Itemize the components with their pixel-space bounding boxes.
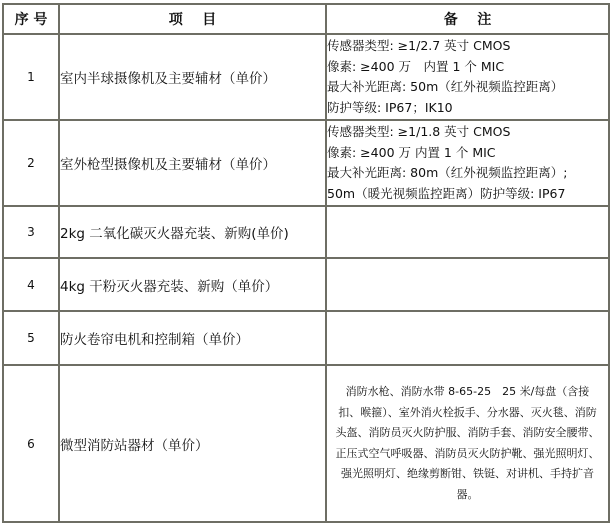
row-note: [326, 120, 609, 206]
row-note: [326, 206, 609, 258]
row-item: 室外枪型摄像机及主要辅材（单价）: [59, 120, 326, 206]
row-note: [326, 258, 609, 311]
note-line: 50m（暖光视频监控距离）防护等级: IP67: [327, 185, 566, 201]
table-row: [3, 258, 609, 311]
row-item: 防火卷帘电机和控制箱（单价）: [59, 311, 326, 365]
header-item: 项 目: [59, 4, 326, 34]
row-index: 5: [3, 311, 59, 365]
table-row: [3, 34, 609, 120]
table-row: [3, 365, 609, 522]
row-index: 3: [3, 206, 59, 258]
row-item: 微型消防站器材（单价）: [59, 365, 326, 522]
table-row: [3, 206, 609, 258]
header-row: [3, 4, 609, 34]
row-index: 4: [3, 258, 59, 311]
equipment-table: [2, 3, 610, 523]
note-line: 像素: ≥400 万 内置 1 个 MIC: [327, 58, 505, 74]
row-item: 4kg 干粉灭火器充装、新购（单价）: [59, 258, 326, 311]
table-row: [3, 120, 609, 206]
header-note: 备 注: [326, 4, 609, 34]
table-row: [3, 311, 609, 365]
note-line: 传感器类型: ≥1/2.7 英寸 CMOS: [327, 38, 511, 53]
note-line: 传感器类型: ≥1/1.8 英寸 CMOS: [327, 124, 511, 139]
note-line: 防护等级: IP67；IK10: [327, 99, 453, 115]
header-index: 序 号: [3, 4, 59, 34]
row-note: 消防水枪、消防水带 8-65-25 25 米/每盘（含接扣、喉箍）、室外消火栓扳手、分水器、灭火毯、消防头盔、消防员灭火防护服、消防手套、消防安全腰带、正压式空气呼吸器、消防员灭火防护靴、强光照明灯、强光照明灯、绝缘剪断钳、铁铤、对讲机、手持扩音器。: [326, 365, 609, 522]
row-index: 1: [3, 34, 59, 120]
note-line: 像素: ≥400 万 内置 1 个 MIC: [327, 144, 496, 160]
row-note: [326, 34, 609, 120]
row-note: [326, 311, 609, 365]
row-index: 2: [3, 120, 59, 206]
note-line: 最大补光距离: 50m（红外视频监控距离）: [327, 79, 564, 94]
row-index: 6: [3, 365, 59, 522]
note-line: 最大补光距离: 80m（红外视频监控距离）;: [327, 165, 568, 180]
row-item: 室内半球摄像机及主要辅材（单价）: [59, 34, 326, 120]
row-item: 2kg 二氧化碳灭火器充装、新购(单价): [59, 206, 326, 258]
